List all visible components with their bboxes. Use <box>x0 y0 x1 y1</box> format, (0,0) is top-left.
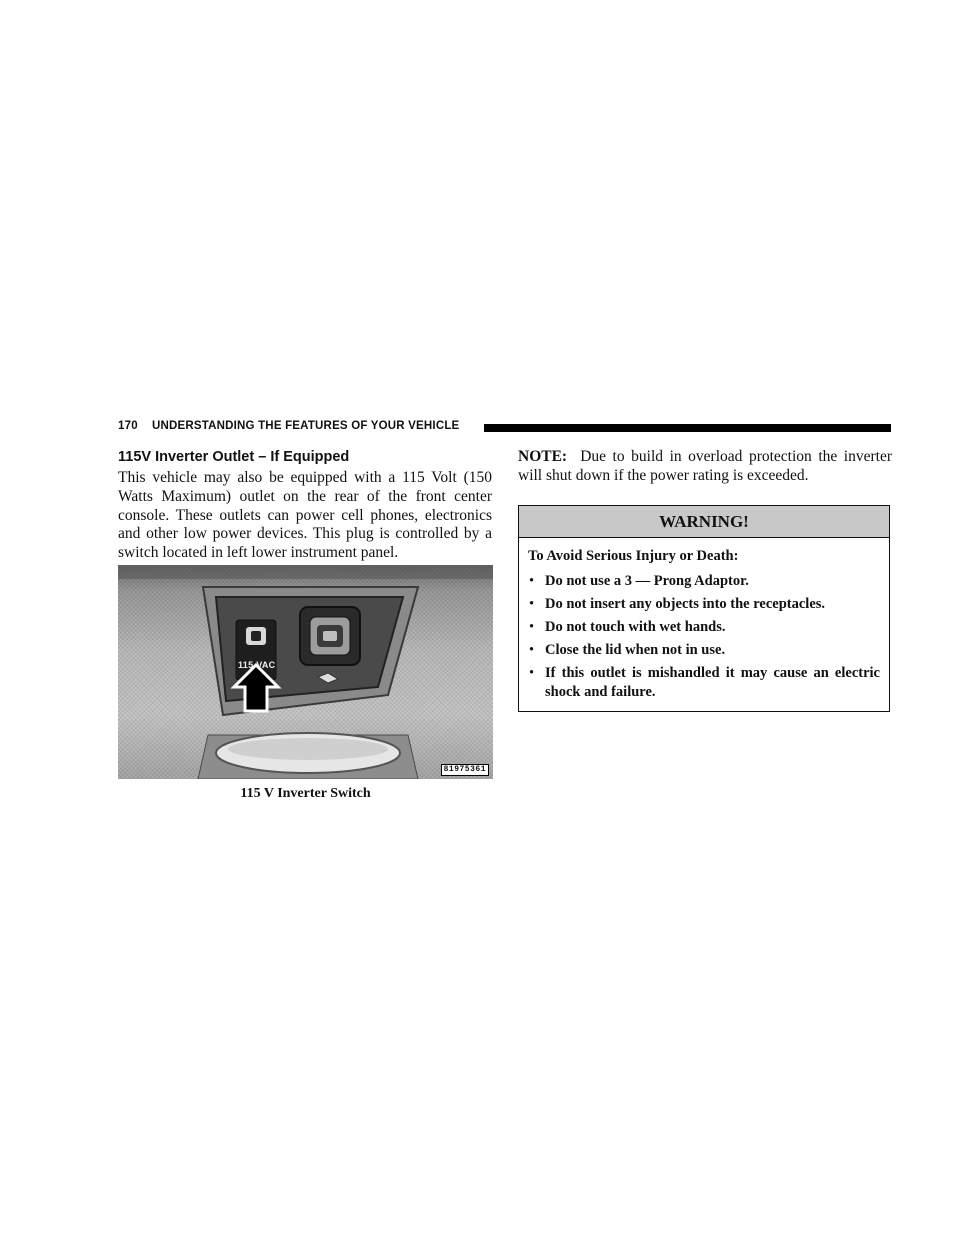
section-title: 115V Inverter Outlet – If Equipped <box>118 449 350 465</box>
warning-list <box>528 572 880 702</box>
running-title: UNDERSTANDING THE FEATURES OF YOUR VEHICLE <box>152 420 460 432</box>
bullet-icon: • <box>529 573 535 589</box>
page-number: 170 <box>118 420 138 432</box>
section-body: This vehicle may also be equipped with a 115 Volt (150 Watts Maximum) outlet on the rear of the front center console. These outlets can power cell phones, electronics and other low power devices. This plug is controlled by a switch located in left lower instrument panel. <box>118 469 492 562</box>
note-paragraph <box>518 448 892 486</box>
warning-item: • Do not touch with wet hands. <box>529 619 726 635</box>
console-drawing <box>118 565 493 779</box>
right-column <box>518 448 892 486</box>
bullet-icon: • <box>529 619 535 635</box>
switch-label: 115 VAC <box>238 660 276 670</box>
left-column <box>118 448 492 563</box>
warning-item: • Do not use a 3 — Prong Adaptor. <box>529 573 749 589</box>
page-header <box>118 419 891 435</box>
figure-caption: 115 V Inverter Switch <box>240 786 371 801</box>
warning-body <box>519 538 889 711</box>
warning-item: • Do not insert any objects into the receptacles. <box>529 596 826 612</box>
warning-item: • If this outlet is mishandled it may cause an electric shock and failure. <box>529 665 880 700</box>
note-label: NOTE: <box>518 448 568 465</box>
inverter-switch-illustration <box>118 565 493 779</box>
figure-code: 81975361 <box>441 764 489 776</box>
header-rule <box>484 424 891 432</box>
bullet-icon: • <box>529 596 535 612</box>
warning-item: • Close the lid when not in use. <box>529 642 726 658</box>
warning-intro: To Avoid Serious Injury or Death: <box>528 548 739 564</box>
bullet-icon: • <box>529 665 535 681</box>
warning-box <box>518 505 890 712</box>
warning-title: WARNING! <box>519 506 889 538</box>
note-text: Due to build in overload protection the inverter will shut down if the power rating is exceeded. <box>518 448 893 484</box>
bullet-icon: • <box>529 642 535 658</box>
